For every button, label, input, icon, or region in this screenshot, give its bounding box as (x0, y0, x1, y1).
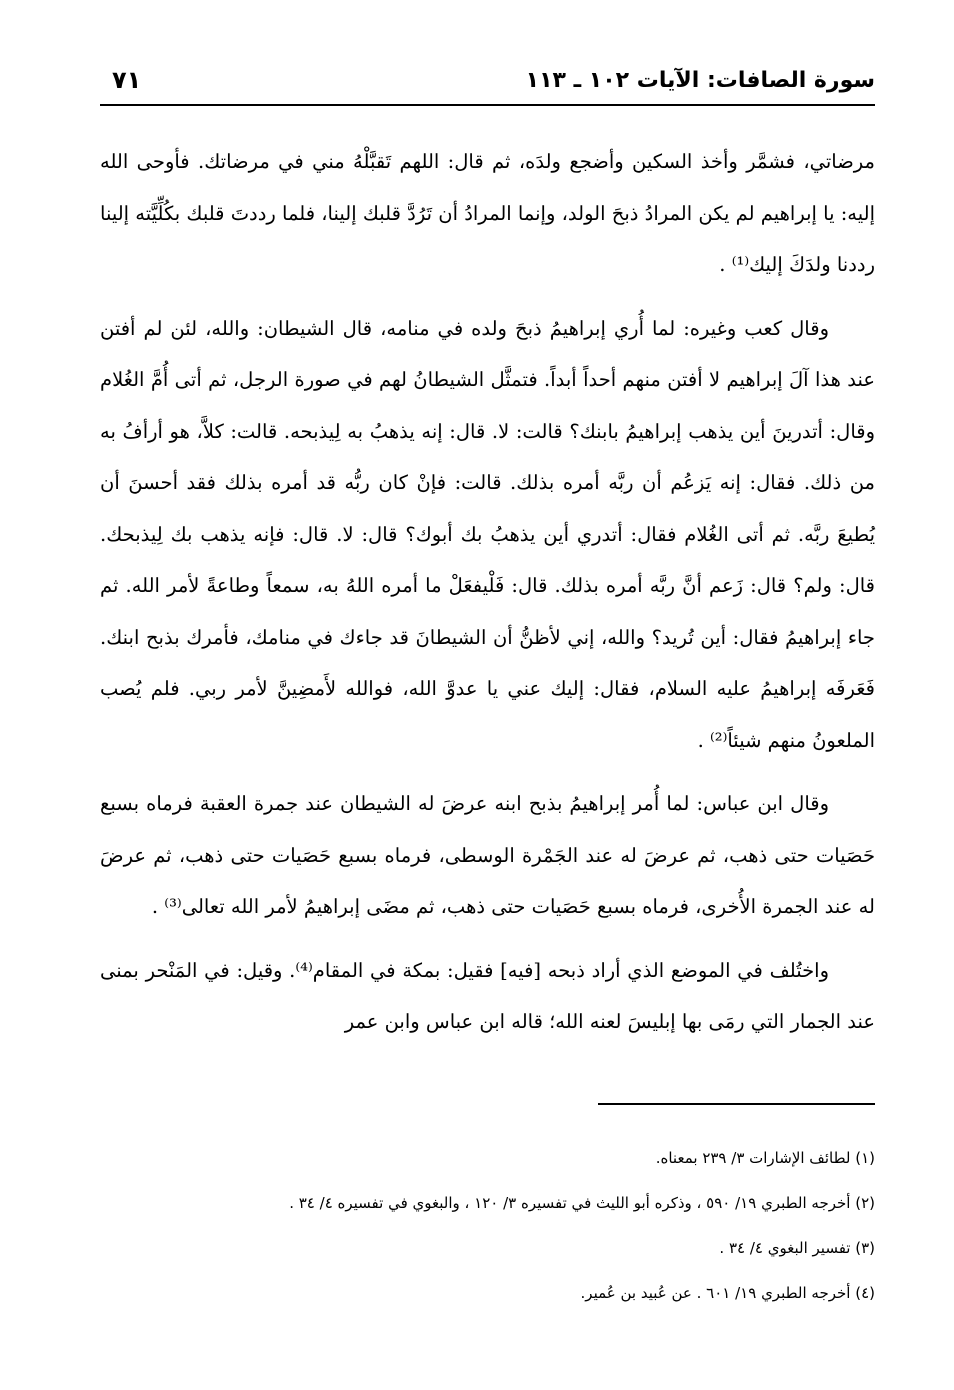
footnote: (٢) أخرجه الطبري ١٩/ ٥٩٠ ، وذكره أبو الليث في تفسيره ٣/ ١٢٠ ، والبغوي في تفسيره ٤/ ٣٤ . (289, 1194, 875, 1212)
paragraph: مرضاتي، فشمَّر وأخذ السكين وأضجع ولدَه، ثم قال: اللهم تَقبَّلْهُ مني في مرضاتك. فأوحى الله إليه: يا إبراهيم لم يكن المرادُ ذبحَ الولد، وإنما المرادُ أن تَرُدَّ قلبك إلينا، فلما رددتَ قلبك بكُلِّيَّته إلينا رددنا ولدَكَ إليك⁽¹⁾ . (100, 150, 875, 276)
paragraph: وقال كعب وغيره: لما أُري إبراهيمُ ذبحَ ولده في منامه، قال الشيطان: والله، لئن لم أفتن عند هذا آلَ إبراهيم لا أفتن منهم أحداً أبداً. فتمثَّل الشيطانُ لهم في صورة الرجل، ثم أتى أُمَّ الغُلام وقال: أتدرينَ أين يذهب إبراهيمُ بابنك؟ قالت: لا. قال: إنه يذهبُ به لِيذبحه. قالت: كلاَّ، هو أرأفُ به من ذلك. فقال: إنه يَزعُم أن ربَّه أمره بذلك. قالت: فإنْ كان ربُّه قد أمره بذلك فقد أحسنَ أن يُطيعَ ربَّه. ثم أتى الغُلام فقال: أتدري أين يذهبُ بك أبوك؟ قال: لا. قال: فإنه يذهب بك لِيذبحك. قال: ولم؟ قال: زَعم أنَّ ربَّه أمره بذلك. قال: فَلْيفعَلْ ما أمره اللهُ به، سمعاً وطاعةً لأمر الله. ثم جاء إبراهيمُ فقال: أين تُريد؟ والله، إني لأظنُّ أن الشيطانَ قد جاءك في منامك، فأمرك بذبح ابنك. فَعَرفَه إبراهيمُ عليه السلام، فقال: إليك عني يا عدوَّ الله، فوالله لأَمضِينَّ لأمر ربي. فلم يُصب الملعونُ منهم شيئاً⁽²⁾ . (100, 316, 875, 752)
main-text (100, 136, 875, 1060)
page-header (100, 62, 875, 102)
footnote-divider (598, 1103, 875, 1105)
paragraph: واختُلف في الموضع الذي أراد ذبحه [فيه] فقيل: بمكة في المقام⁽⁴⁾. وقيل: في المَنْحر بمنى عند الجمار التي رمَى بها إبليسَ لعنه الله؛ قاله ابن عباس وابن عمر (100, 958, 875, 1033)
header-divider (100, 104, 875, 106)
page-number: ٧١ (112, 66, 142, 94)
footnote: (٣) تفسير البغوي ٤/ ٣٤ . (719, 1239, 875, 1257)
footnote: (٤) أخرجه الطبري ١٩/ ٦٠١ . عن عُبيد بن عُمير. (580, 1284, 875, 1302)
footnote: (١) لطائف الإشارات ٣/ ٢٣٩ بمعناه. (655, 1149, 875, 1167)
running-title: سورة الصافات: الآيات ١٠٢ ـ ١١٣ (525, 68, 875, 93)
paragraph: وقال ابن عباس: لما أُمر إبراهيمُ بذبح ابنه عرضَ له الشيطان عند جمرة العقبة فرماه بسبع حَصَيات حتى ذهب، ثم عرضَ له عند الجَمْرة الوسطى، فرماه بسبع حَصَيات حتى ذهب، ثم عرضَ له عند الجمرة الأُخرى، فرماه بسبع حَصَيات حتى ذهب، ثم مضَى إبراهيمُ لأمر الله تعالى⁽³⁾ . (100, 792, 875, 918)
footnotes (100, 1136, 875, 1316)
